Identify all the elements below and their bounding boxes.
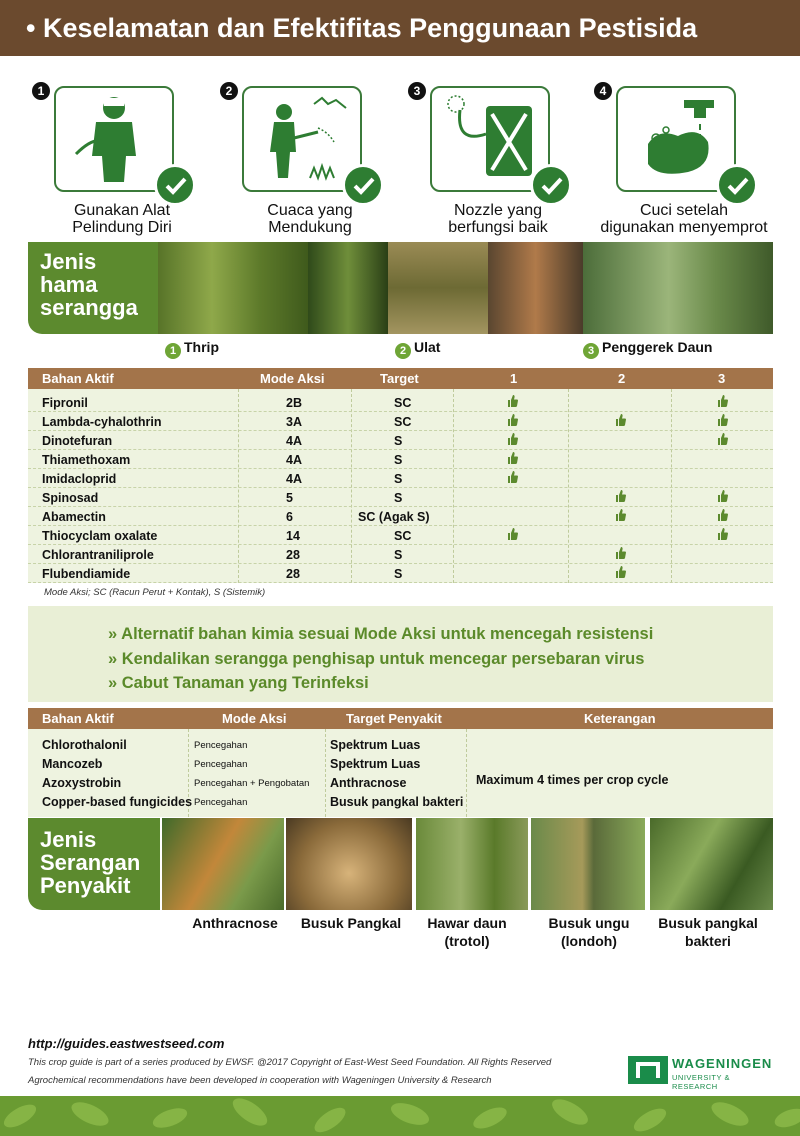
table-body <box>28 389 773 583</box>
mode-cell: 4A <box>286 434 302 448</box>
disease-caption: Busuk pangkal bakteri <box>658 915 758 949</box>
bacterial-rot-photo <box>650 818 773 910</box>
active-ingredient-cell: Chlorothalonil <box>42 738 127 752</box>
thumbs-up-icon <box>506 394 518 411</box>
footer-cooperation: Agrochemical recommendations have been developed in cooperation with Wageningen University & Research <box>28 1075 492 1086</box>
thumbs-up-icon <box>506 470 518 487</box>
table-row <box>28 412 773 431</box>
table-row <box>28 773 773 792</box>
anthracnose-photo <box>162 818 284 910</box>
step-number: 1 <box>32 82 50 100</box>
checkmark-icon <box>342 164 384 206</box>
table-row <box>28 507 773 526</box>
checkmark-icon <box>154 164 196 206</box>
active-ingredient-cell: Copper-based fungicides <box>42 795 193 809</box>
mode-cell: Pencegahan <box>194 759 248 770</box>
disease-banner <box>28 818 773 910</box>
mode-cell: 28 <box>286 548 300 562</box>
mode-cell: 5 <box>286 491 293 505</box>
table-row <box>28 488 773 507</box>
pest-labels <box>0 338 800 358</box>
target-cell: S <box>394 434 403 448</box>
thumbs-up-icon <box>614 565 626 582</box>
advice-line: » Kendalikan serangga penghisap untuk mencegar persebaran virus <box>108 649 645 668</box>
active-ingredient-cell: Spinosad <box>42 491 99 505</box>
fungicide-table <box>28 708 773 817</box>
disease-caption: Busuk Pangkal <box>300 915 402 931</box>
target-cell: S <box>394 567 403 581</box>
step-protective-gear <box>32 82 212 242</box>
mode-note: Mode Aksi; SC (Racun Perut + Kontak), S (Sistemik) <box>44 587 266 598</box>
thumbs-up-icon <box>506 432 518 449</box>
active-ingredient-cell: Chlorantraniliprole <box>42 548 154 562</box>
active-ingredient-cell: Imidacloprid <box>42 472 117 486</box>
table-row <box>28 450 773 469</box>
table-row <box>28 754 773 773</box>
target-disease-cell: Spektrum Luas <box>330 738 421 752</box>
mode-cell: Pencegahan <box>194 740 248 751</box>
thumbs-up-icon <box>506 451 518 468</box>
step-label: Gunakan Alat Pelindung Diri <box>72 202 172 236</box>
active-ingredient-cell: Abamectin <box>42 510 106 524</box>
table-body <box>28 729 773 817</box>
step-number: 3 <box>408 82 426 100</box>
active-ingredient-cell: Dinotefuran <box>42 434 113 448</box>
target-cell: S <box>394 472 403 486</box>
checkmark-icon <box>716 164 758 206</box>
advice-line: » Alternatif bahan kimia sesuai Mode Aksi untuk mencegah resistensi <box>108 625 654 643</box>
caterpillar-photo-3 <box>488 242 583 334</box>
leaf-pattern-decoration <box>0 1096 800 1136</box>
thumbs-up-icon <box>716 413 728 430</box>
active-ingredient-cell: Thiamethoxam <box>42 453 131 467</box>
step-weather <box>220 82 400 242</box>
thumbs-up-icon <box>614 489 626 506</box>
caterpillar-photo-1 <box>308 242 388 334</box>
thumbs-up-icon <box>716 527 728 544</box>
table-row <box>28 564 773 583</box>
table-header: Bahan Aktif Mode Aksi Target 1 2 3 <box>28 368 773 389</box>
mode-cell: 6 <box>286 510 293 524</box>
active-ingredient-cell: Mancozeb <box>42 757 103 771</box>
step-nozzle <box>408 82 588 242</box>
table-row <box>28 735 773 754</box>
advice-line: » Cabut Tanaman yang Terinfeksi <box>108 674 369 692</box>
insecticide-table <box>28 368 773 583</box>
checkmark-icon <box>530 164 572 206</box>
thumbs-up-icon <box>506 527 518 544</box>
purple-blotch-photo <box>531 818 645 910</box>
target-cell: SC <box>394 396 412 410</box>
thumbs-up-icon <box>716 432 728 449</box>
table-row <box>28 545 773 564</box>
caterpillar-photo-2 <box>388 242 488 334</box>
target-cell: S <box>394 491 403 505</box>
fungicide-remark: Maximum 4 times per crop cycle <box>476 773 669 787</box>
pest-section-tag: Jenis hama serangga <box>28 242 158 334</box>
target-cell: S <box>394 453 403 467</box>
thrip-photo <box>148 242 308 334</box>
target-cell: SC (Agak S) <box>358 510 430 524</box>
pest-label: 3 Penggerek Daun <box>583 338 712 359</box>
mode-cell: 28 <box>286 567 300 581</box>
thumbs-up-icon <box>716 394 728 411</box>
target-disease-cell: Anthracnose <box>330 776 407 790</box>
table-header: Bahan Aktif Mode Aksi Target Penyakit Keterangan <box>28 708 773 729</box>
table-row <box>28 469 773 488</box>
footer-copyright: This crop guide is part of a series produced by EWSF. @2017 Copyright of East-West Seed Foundation. All Rights Reserved <box>28 1057 552 1068</box>
table-row <box>28 526 773 545</box>
step-label: Nozzle yang berfungsi baik <box>448 202 548 236</box>
active-ingredient-cell: Lambda-cyhalothrin <box>42 415 162 429</box>
pest-label: 2 Ulat <box>395 338 440 359</box>
mode-cell: 2B <box>286 396 302 410</box>
disease-caption: Anthracnose <box>192 915 278 931</box>
mode-cell: 3A <box>286 415 302 429</box>
target-disease-cell: Busuk pangkal bakteri <box>330 795 464 809</box>
advice-box <box>28 606 773 702</box>
disease-section-tag: Jenis Serangan Penyakit <box>28 818 160 910</box>
step-number: 4 <box>594 82 612 100</box>
thumbs-up-icon <box>614 508 626 525</box>
basal-rot-photo <box>286 818 412 910</box>
step-label: Cuci setelah digunakan menyemprot <box>600 202 768 236</box>
active-ingredient-cell: Thiocyclam oxalate <box>42 529 158 543</box>
step-number: 2 <box>220 82 238 100</box>
target-cell: SC <box>394 415 412 429</box>
footer-url-link[interactable]: http://guides.eastwestseed.com <box>28 1036 225 1051</box>
wageningen-logo: WAGENINGEN UNIVERSITY & RESEARCH <box>628 1052 778 1086</box>
thumbs-up-icon <box>614 413 626 430</box>
pest-label: 1 Thrip <box>165 338 219 359</box>
mode-cell: Pencegahan <box>194 797 248 808</box>
leafminer-photo <box>583 242 773 334</box>
target-cell: S <box>394 548 403 562</box>
table-row <box>28 431 773 450</box>
mode-cell: 4A <box>286 453 302 467</box>
target-disease-cell: Spektrum Luas <box>330 757 421 771</box>
disease-caption: Hawar daun (trotol) <box>427 915 507 949</box>
table-row <box>28 792 773 811</box>
table-row <box>28 393 773 412</box>
active-ingredient-cell: Fipronil <box>42 396 88 410</box>
disease-caption: Busuk ungu (londoh) <box>548 915 630 949</box>
mode-cell: Pencegahan + Pengobatan <box>194 778 310 789</box>
page-title: • Keselamatan dan Efektifitas Penggunaan Pestisida <box>0 0 800 56</box>
mode-cell: 4A <box>286 472 302 486</box>
thumbs-up-icon <box>716 489 728 506</box>
thumbs-up-icon <box>614 546 626 563</box>
step-hand-washing <box>594 82 774 242</box>
active-ingredient-cell: Flubendiamide <box>42 567 131 581</box>
leaf-blight-photo <box>416 818 528 910</box>
active-ingredient-cell: Azoxystrobin <box>42 776 122 790</box>
step-label: Cuaca yang Mendukung <box>267 202 353 236</box>
thumbs-up-icon <box>716 508 728 525</box>
mode-cell: 14 <box>286 529 300 543</box>
thumbs-up-icon <box>506 413 518 430</box>
target-cell: SC <box>394 529 412 543</box>
pest-banner <box>28 242 773 334</box>
